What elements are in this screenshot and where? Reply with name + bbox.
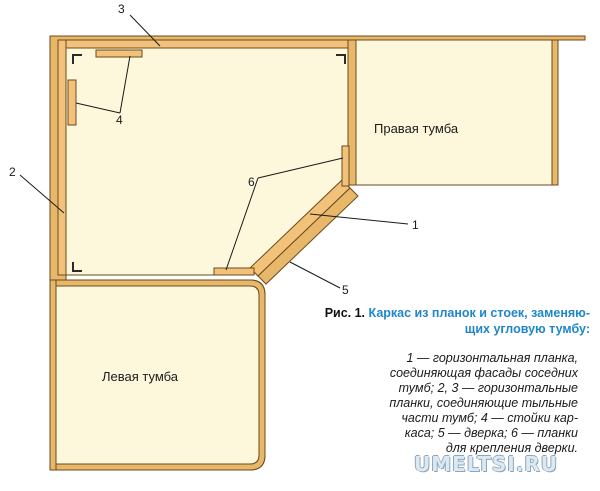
caption-line: для крепления дверки. <box>445 441 578 455</box>
caption-line: части тумб; 4 — стойки кар- <box>401 411 578 425</box>
caption-line: тумб; 2, 3 — горизонтальные <box>398 381 578 395</box>
label-4: 4 <box>116 113 123 127</box>
post-4-left <box>68 80 76 125</box>
caption-title <box>300 305 590 337</box>
left-cabinet-back <box>50 280 56 470</box>
post-4-top <box>96 50 142 57</box>
right-cabinet-side <box>552 40 558 185</box>
caption-line: 1 — горизонтальная планка, <box>406 351 578 365</box>
caption-line: каса; 5 — дверка; 6 — планки <box>404 426 578 440</box>
door-plank-6-bottom <box>214 268 254 275</box>
right-cabinet-label: Правая тумба <box>374 121 459 136</box>
caption-body <box>300 351 590 456</box>
plank-3 <box>66 40 348 48</box>
label-1: 1 <box>412 218 419 232</box>
site-watermark: UMELTSI.RU <box>414 452 558 476</box>
label-2: 2 <box>9 165 16 179</box>
door-plank-6-top <box>342 146 349 186</box>
caption-title-line-1: Каркас из планок и стоек, заменяю- <box>368 306 590 320</box>
left-cabinet-label: Левая тумба <box>102 369 179 384</box>
label-3: 3 <box>118 2 125 16</box>
caption-line: планки, соединяющие тыльные <box>389 396 578 410</box>
label-5: 5 <box>342 283 349 297</box>
figure-caption <box>300 305 590 456</box>
caption-prefix: Рис. 1. <box>324 306 366 320</box>
right-cabinet <box>348 40 558 185</box>
caption-title-line-2: щих угловую тумбу: <box>464 322 590 336</box>
caption-line: соединяющая фасады соседних <box>389 366 578 380</box>
plank-2 <box>58 40 66 275</box>
label-6: 6 <box>248 175 255 189</box>
